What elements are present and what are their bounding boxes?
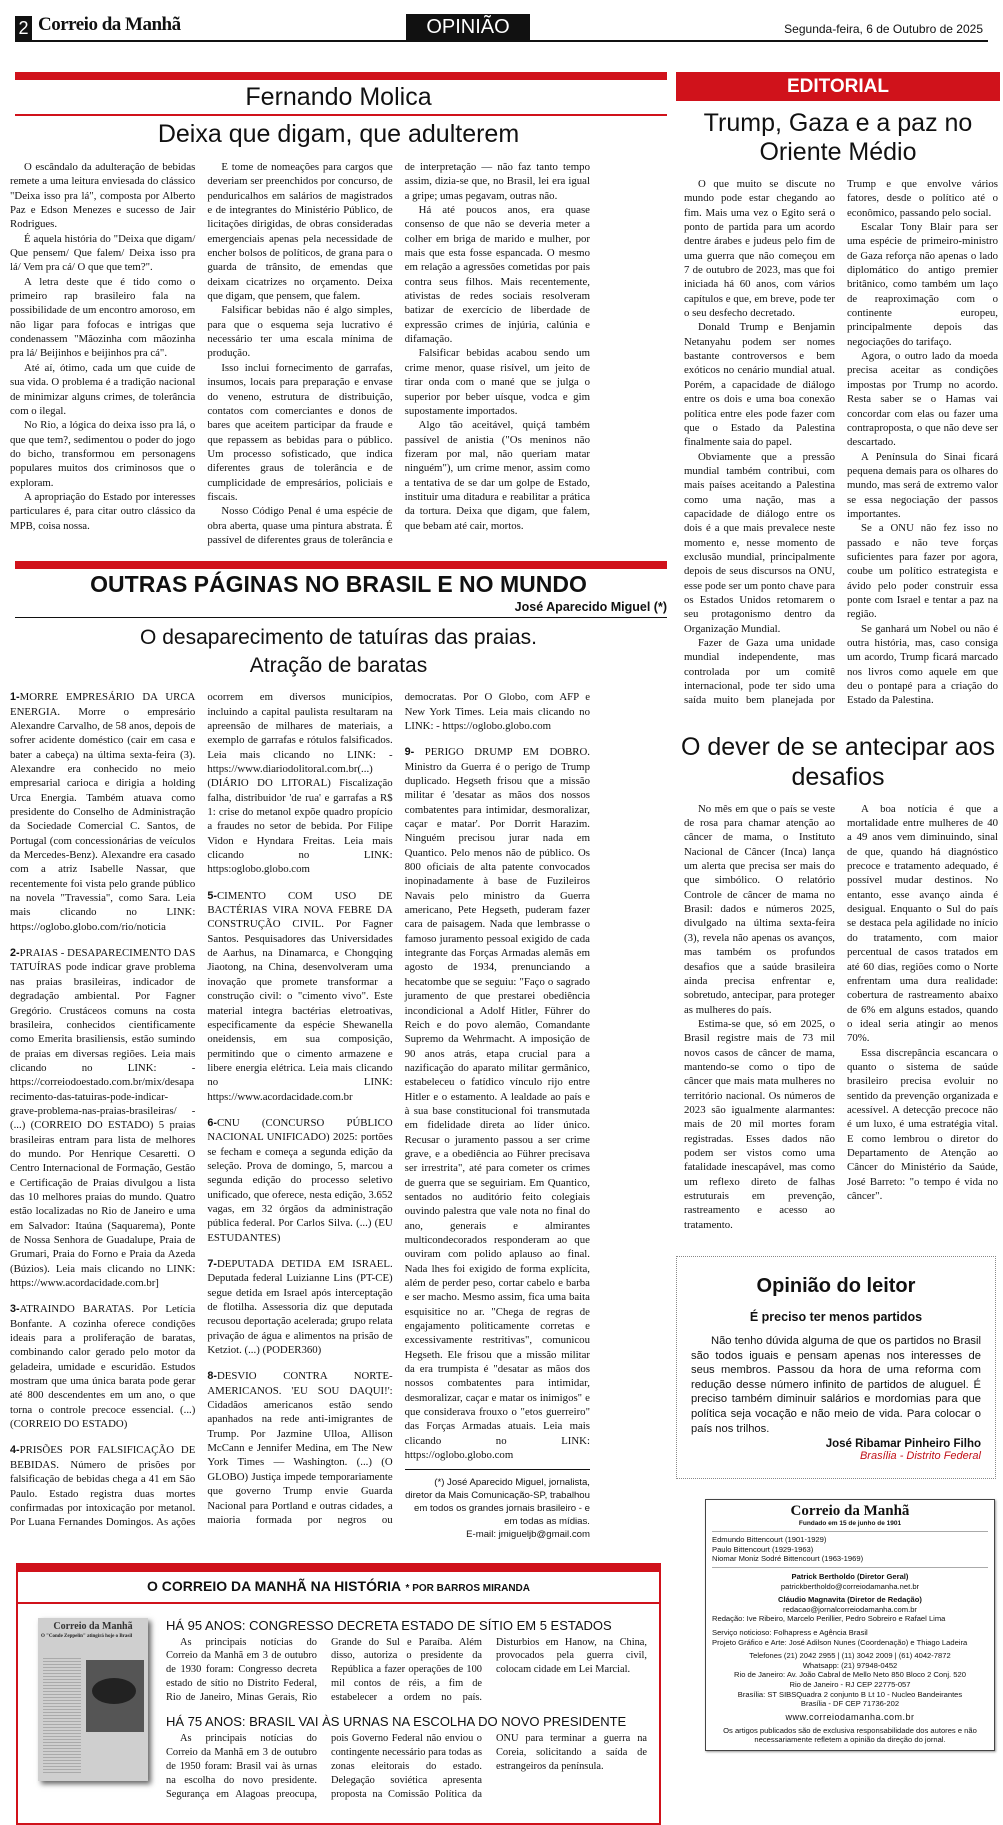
news-item xyxy=(10,946,195,1290)
column-title: Deixa que digam, que adulterem xyxy=(10,116,667,152)
item-body: Morre o empresário Alexandre Carvalho, de 58 anos, depois de sofrer acidente doméstico (cair em casa e bater a cabeça) na última sexta-feira (3). Alexandre era conhecido no meio empresarial carioca e dirigia a holding Urca Energia. Também atuava como presidente do Conselho de Administração da Sociedade Comercial C. Santos, de Portugal (com concessionárias de veículos da Mercedes-Benz). Alexandre era casado com a atriz Isabelle Nassar, que recentemente foi vista pelo grande público na novela "Travessia", como Sara. Leia mais clicando no LINK: https://oglobo.globo.com/rio/noticia xyxy=(10,706,195,933)
item-body: Deputada federal Luizianne Lins (PT-CE) segue detida em Israel após interceptação de flotilha. Assessoria diz que deputada recusou deportação acelerada; grupo relata privação de água e alimentos na prisão de Ketziot. (...) (PODER360) xyxy=(207,1272,392,1356)
column-paragraph: Nosso Código Penal é uma espécie de obra aberta, quase uma pintura abstrata. É passível de diferentes graus de tolerância e de interpretação — não faz tanto tempo assim, dizia-se que, no Brasil, lei era igual a gripe; umas pegavam, outras não. xyxy=(207,160,590,547)
item-body: portões se fecham e começa a segunda edição da seleção. Prova de domingo, 5, marcou a segunda edição do processo seletivo unificado, que oferece, nesta edição, 3.652 vagas, em 32 órgãos da administração pública federal. Por Carlos Silva. (...) (EU ESTUDANTES) xyxy=(207,1131,392,1243)
column-paragraph: Até aí, ótimo, cada um que cuide de sua vida. O problema é a tradição nacional de minimizar alguns crimes, de tolerância com o ilegal. xyxy=(10,361,195,418)
item-number: 4- xyxy=(10,1444,20,1456)
contact-line: Telefones (21) 2042 2955 | (11) 3042 2009 | (61) 4042-7872 xyxy=(712,1651,988,1661)
right-area xyxy=(676,72,1000,1751)
outras-author: José Aparecido Miguel (*) xyxy=(10,599,667,615)
reader-location: Brasília - Distrito Federal xyxy=(691,1450,981,1462)
page-number: 2 xyxy=(15,16,32,40)
header-divider xyxy=(15,40,988,42)
outras-body xyxy=(10,690,590,1540)
reader-title: Opinião do leitor xyxy=(677,1275,995,1298)
newsroom-staff: Redação: Ive Ribeiro, Marcelo Perillier, Pedro Sobreiro e Rafael Lima xyxy=(712,1614,988,1624)
editorial2-paragraph: A boa notícia é que a mortalidade entre mulheres de 40 a 49 anos vem diminuindo, sinal de que, quando há diagnóstico precoce e tratamento adequado, é possível mudar destinos. No entanto, esse avanço ainda é desigual. Enquanto o Sul do país se destaca pela agilidade no início do tratamento, com maior percentual de casos tratados em até 60 dias, regiões como o Norte enfrentam uma dura realidade: cobertura de rastreamento abaixo de 6% em alguns estados, quando o ideal seria atingir ao menos 70%. xyxy=(847,802,998,1046)
history-story-body: As principais notícias do Correio da Manhã em 3 de outubro de 1930 foram: Congresso decreta estado de sítio no Distrito Federal, Rio de Janeiro, Minas Gerais, Rio Grande do Sul e Paraíba. Além disso, autoriza o presidente da República a fazer operações de 100 mil contos de réis, a fim de estabelecer a ordem no país. Disturbios em Hanow, na China, provocados pela guerra civil, colocam cidade em Lei Marcial. xyxy=(166,1636,647,1705)
editorial-paragraph: Agora, o outro lado da moeda precisa aceitar as condições impostas por Trump no acordo. Resta saber se o Hamas vai concordar com elas ou fazer uma contraproposta, o que não deve ser descartado. xyxy=(847,349,998,449)
history-title: O CORREIO DA MANHÃ NA HISTÓRIA xyxy=(147,1578,401,1594)
reader-opinion-box xyxy=(676,1256,996,1479)
editorial-title: Trump, Gaza e a paz no Oriente Médio xyxy=(676,109,1000,167)
news-item xyxy=(405,745,590,1462)
column-paragraph: Falsificar bebidas não é algo simples, para que o esquema seja lucrativo é necessário ter uma escala mínima de produção. xyxy=(207,303,392,360)
item-body: Por Fagner Santos. Pesquisadores das Universidades de Aarhus, na Dinamarca, e Chongqing Jiaotong, na China, desenvolveram uma inovação que promete transformar a construção civil: o "cimento vivo". Este material integra bactérias eletroativas, especificamente da espécie Shewanella oneidensis, em sua composição, permitindo que o cimento armazene e libere energia elétrica. Leia mais clicando no LINK: https://www.acordacidade.com.br xyxy=(207,918,392,1102)
contact-line: Rio de Janeiro - RJ CEP 22775-057 xyxy=(712,1680,988,1690)
editorial2-paragraph: No mês em que o país se veste de rosa para chamar atenção ao câncer de mama, o Instituto Nacional de Câncer (Inca) lança um alerta que precisa ser mais do que simbólico. O relatório Controle de câncer de mama no Brasil: dados e números 2025, divulgado na última sexta-feira (3), revela não apenas os avanços, mas também os profundos desafios que a saúde brasileira ainda precisa enfrentar e, sobretudo, antecipar, para proteger as mulheres do país. xyxy=(684,802,835,1017)
item-headline: PRAIAS - DESAPARECIMENTO DAS TATUÍRAS xyxy=(10,947,195,973)
director-email[interactable]: patrickbertholdo@correiodamanha.net.br xyxy=(712,1582,988,1592)
editor: Cláudio Magnavita (Diretor de Redação) xyxy=(712,1595,988,1605)
editorial2-paragraph: Estima-se que, só em 2025, o Brasil registre mais de 73 mil novos casos de câncer de mama, mantendo-se como o tipo de câncer que mais mata mulheres no território nacional. Os números de 2023 são igualmente alarmantes: mais de 20 mil mortes foram registradas. Esses dados não podem ser vistos como uma fatalidade inescapável, mas como um reflexo direto de falhas estruturais em prevenção, rastreamento e acesso ao tratamento. xyxy=(684,1017,835,1232)
column-body xyxy=(10,160,590,547)
contact-line: Whatsapp: (21) 97948-0452 xyxy=(712,1661,988,1671)
newspaper-logo: Correio da Manhã xyxy=(38,14,181,36)
outras-top-bar xyxy=(15,561,667,569)
item-body: Ministro da Guerra é o perigo de Trump duplicado. Hegseth frisou que a missão militar é 'desatar as mãos dos nossos combatentes para intimidar, desmoralizar, caçar e matar'. Por Dorrit Harazim. Ninguém precisou jurar nada em Quantico. Pelo menos não de público. Os 800 oficiais de alta patente convocados inopinadamente à base de Fuzileiros Navais pelo ministro da Guerra americano, Pete Hegseth, puderam fazer cara de paisagem. Nada que lembrasse o famoso juramento pessoal exigido de cada integrante das Forças Armadas alemãs em agosto de 1934, prenunciando a hecatombe que se seguiu: "Faço o sagrado juramento de que prestarei obediência incondicional a Adolf Hitler, Führer do Reich e do povo alemão, Comandante Supremo da Wehrmacht. A imposição de 90 anos atrás, etapa crucial para a nazificação do aparato militar germânico, estabeleceu o fatídico vínculo rijo entre Hitler e o estamento. A lealdade ao país e à sua base constitucional foi transmutada em fidelidade direta ao líder único. Recusar o juramento passou a ser crime grave, e a obediência ao Führer precisava ser irrestrita", até para cometer os crimes de guerra que se seguiriam. Em Quantico, sentados no auditório feito colegiais ouvindo palestra que vale nota no final do ano, generais e almirantes multicondecorados responderam ao que ouviram com polido aplauso ao final. Nada lhes foi exigido de forma explícita, além de perder peso, cortar cabelo e barba e ser macho. Mesmo assim, fica uma baita esquisitice no ar. "Chega de regras de engajamento politicamente corretas e excessivamente restritivas", comunicou Hegseth. Ele frisou que a missão militar da era trumpista é "desatar as mãos dos nossos combatentes para intimidar, desmoralizar, caçar e matar os inimigos" e que considerava frouxo o "etos guerreiro" das Forças Armadas atuais. Leia mais clicando no LINK: https://oglobo.globo.com xyxy=(405,761,590,1462)
column-paragraph: E tome de nomeações para cargos que deveriam ser preenchidos por concurso, de penduricalhos em salários de magistrados e de integrantes do Ministério Público, de licitações dirigidas, de obras consideradas emergenciais apenas pela necessidade de encher bolsos de políticos, de grana para o guarda de trânsito, de emendas que deixam cicatrizes no orçamento. Deixa que digam, que pensem, que falem. xyxy=(207,160,392,303)
contact-line: Brasília - DF CEP 71736-202 xyxy=(712,1699,988,1709)
reader-author: José Ribamar Pinheiro Filho xyxy=(691,1438,981,1450)
disclaimer: Os artigos publicados são de exclusiva responsabilidade dos autores e não necessariamente refletem a opinião da direção do jornal. xyxy=(712,1726,988,1745)
item-body: Número de prisões por falsificação de bebidas chega a 41 em São Paulo. Estado registra duas mortes confirmadas por intoxicação por metanol. Por Luana Fernandes Domingos. As ações ocorrem em diversos municípios, incluindo a capital paulista resultaram na apreensão de milhares de materiais, a exemplo de garrafas e rótulos falsificados. Leia mais clicando no LINK: - https://www.diariodolitoral.com.br(...) (DIÁRIO DO LITORAL) Fiscalização falha, distribuidor 'de rua' e garrafas a R$ 1: crise do metanol expõe quadro propício a fraudes no setor de bebida. Por Filipe Vidon e Hyndara Freitas. Leia mais clicando no LINK: https:oglobo.globo.com xyxy=(10,691,393,1528)
historic-front-page-image xyxy=(38,1618,148,1781)
editorial-paragraph: Donald Trump e Benjamin Netanyahu podem ser nomes bastante controversos e bem exóticos no cenário mundial atual. Porém, a capacidade de diálogo entre os dois e uma boa conexão política entre eles pode fazer com que o Estado da Palestina finalmente saia do papel. xyxy=(684,320,835,449)
history-byline: * POR BARROS MIRANDA xyxy=(406,1583,530,1594)
history-box xyxy=(16,1563,661,1825)
item-number: 7- xyxy=(207,1258,217,1270)
editorial2-title: O dever de se antecipar aos desafios xyxy=(676,732,1000,792)
item-headline: MORRE EMPRESÁRIO DA URCA ENERGIA. xyxy=(10,691,195,717)
history-story xyxy=(166,1618,647,1705)
history-story-title: HÁ 75 ANOS: BRASIL VAI ÀS URNAS NA ESCOLHA DO NOVO PRESIDENTE xyxy=(166,1714,647,1730)
contact-line: Brasília: ST SIBSQuadra 2 conjunto B Lt 10 - Nucleo Bandeirantes xyxy=(712,1690,988,1700)
contact-line: Rio de Janeiro: Av. João Cabral de Mello Neto 850 Bloco 2 Conj. 520 xyxy=(712,1670,988,1680)
history-story-title: HÁ 95 ANOS: CONGRESSO DECRETA ESTADO DE SÍTIO EM 5 ESTADOS xyxy=(166,1618,647,1634)
author-footnote xyxy=(405,1469,590,1541)
column-paragraph: Falsificar bebidas acabou sendo um crime menor, quase risível, um jeito de tirar onda com o mané que se julga o superior por beber uísque, vodca e gim supostamente importados. xyxy=(405,346,590,418)
design-credits: Projeto Gráfico e Arte: José Adilson Nunes (Coordenação) e Thiago Ladeira xyxy=(712,1638,988,1648)
column-paragraph: O escândalo da adulteração de bebidas remete a uma leitura enviesada do clássico "Deixa isso pra lá", composta por Alberto Paz e Edson Menezes e sucesso de Jair Rodrigues. xyxy=(10,160,195,232)
item-body: Cidadãos americanos estão sendo apanhados na rede anti-imigrantes de Trump. Por Jazmine Ulloa, Allison McCann e Jennifer Medina, em The New York Times — Washington. (...) (O GLOBO) Justiça impede temporariamente que governo Trump envie Guarda Nacional para Portland e outras cidades, a maioria formada por negros ou democratas. Por O Globo, com AFP e New York Times. Leia mais clicando no LINK: - https://oglobo.globo.com xyxy=(207,691,590,1526)
founder: Niomar Moniz Sodré Bittencourt (1963-1969) xyxy=(712,1554,988,1564)
outras-subtitle: O desaparecimento de tatuíras das praias. Atração de baratas xyxy=(139,624,539,680)
editorial2-body xyxy=(684,802,998,1232)
news-services: Serviço noticioso: Folhapress e Agência Brasil xyxy=(712,1628,988,1638)
item-number: 8- xyxy=(207,1370,217,1382)
editorial-paragraph: Se a ONU não fez isso no passado e não teve forças suficientes para fazer por agora, coube um político estrategista e ávido pelo poder construir essa ponte com Israel e tentar a paz na região. xyxy=(847,521,998,621)
editorial-body xyxy=(684,177,998,708)
editorial-paragraph: Escalar Tony Blair para ser uma espécie de primeiro-ministro de Gaza reforça não apenas o lado diplomático do antigo premier britânico, como também um laço de reaproximação com o continente europeu, principalmente depois das negociações do tarifaço. xyxy=(847,220,998,349)
news-item xyxy=(207,1116,392,1245)
editorial-paragraph: A Península do Sinai ficará pequena demais para os olhares do mundo, mas será de extremo valor se essa negociação der passos importantes. xyxy=(847,450,998,522)
item-number: 3- xyxy=(10,1303,20,1315)
item-body: Por Letícia Bonfante. A cozinha oferece condições ideais para a proliferação de baratas, combinando calor gerado pelo motor da geladeira, umidade e escuridão. Estudos mostram que uma única barata pode gerar até 800 descendentes em um ano, o que torna o controle precoce essencial. (...) (CORREIO DO ESTADO) xyxy=(10,1303,195,1430)
item-headline: PRISÕES POR FALSIFICAÇÃO DE BEBIDAS. xyxy=(10,1444,195,1470)
news-item xyxy=(10,1302,195,1431)
website-link[interactable]: www.correiodamanha.com.br xyxy=(712,1711,988,1723)
masthead-logo: Correio da Manhã xyxy=(712,1503,988,1519)
founded-date: Fundado em 15 de junho de 1901 xyxy=(712,1519,988,1532)
item-number: 2- xyxy=(10,947,20,959)
editorial-label: EDITORIAL xyxy=(676,72,1000,101)
item-headline: CNU (CONCURSO PÚBLICO NACIONAL UNIFICADO) 2025: xyxy=(207,1117,392,1143)
editorial-paragraph: Se ganhará um Nobel ou não é outra história, mas, caso consiga um acordo, Trump ficará marcado nos livros como aquele em que deu o pontapé para a criação do Estado da Palestina. xyxy=(847,622,998,708)
item-headline: DESVIO CONTRA NORTE-AMERICANOS. 'EU SOU DAQUI!': xyxy=(207,1370,392,1396)
clipping-masthead: Correio da Manhã xyxy=(38,1618,148,1632)
history-story xyxy=(166,1714,647,1801)
item-number: 6- xyxy=(207,1117,217,1129)
item-headline: ATRAINDO BARATAS. xyxy=(20,1303,134,1315)
editorial-paragraph: Fazer de Gaza uma unidade mundial independente, mas controlada por um comitê internacional, pode ter sido uma saída muito bem planejada por Trump e que envolve vários fatores, desde o político até o econômico, passando pelo social. xyxy=(684,177,998,708)
editorial2-paragraph: Essa discrepância escancara o quanto o sistema de saúde brasileiro precisa evoluir no sentido da prevenção organizada e acessível. A detecção precoce não é um luxo, é uma estratégia vital. E como lembrou o diretor do Departamento de Atenção ao Câncer do Ministério da Saúde, José Barreto: "o tempo é vida no câncer". xyxy=(847,1046,998,1204)
item-headline: DEPUTADA DETIDA EM ISRAEL. xyxy=(217,1258,393,1270)
item-number: 1- xyxy=(10,691,20,703)
news-item xyxy=(207,1257,392,1357)
issue-date: Segunda-feira, 6 de Outubro de 2025 xyxy=(784,22,983,36)
item-number: 5- xyxy=(207,890,217,902)
footnote-text: (*) José Aparecido Miguel, jornalista, diretor da Mais Comunicação-SP, trabalhou em todos os grandes jornais brasileiro - e em todas as mídias. xyxy=(405,1477,590,1527)
column-paragraph: Isso inclui fornecimento de garrafas, insumos, locais para preparação e envase do veneno, estrutura de distribuição, contatos com comerciantes e donos de bares que aceitem participar da fraude e que repassem as bebidas para o público. Um processo sofisticado, que indica diferentes graus de tolerância e de cumplicidade de empresários, policiais e fiscais. xyxy=(207,361,392,504)
reader-letter: Não tenho dúvida alguma de que os partidos no Brasil são todos iguais e pensam apenas nos interesses de seus membros. Passou da hora de uma reforma com redução desse número infinito de partidos de aluguel. É preciso também diminuir salários e mordomias para que política seja vocação e não meio de vida. Para colocar o país nos trilhos. xyxy=(691,1334,981,1436)
zeppelin-photo xyxy=(86,1660,144,1732)
item-number: 9- xyxy=(405,746,415,758)
section-label: OPINIÃO xyxy=(406,14,530,40)
column-paragraph: A apropriação do Estado por interesses particulares é, para citar outro clássico da MPB, coisa nossa. xyxy=(10,490,195,533)
clipping-headline: O "Conde Zeppelin" atingirá hoje o Brasil xyxy=(38,1632,148,1641)
author-email[interactable]: E-mail: jmigueljb@gmail.com xyxy=(466,1529,590,1540)
column-paragraph: A letra deste que é tido como o primeiro rap brasileiro fala na possibilidade de um encontro amoroso, em não ligar para fofocas e intrigas que condenassem "Mãozinha com mãozinha pra lá/ Beijinhos e beijinhos pra cá". xyxy=(10,275,195,361)
outras-title: OUTRAS PÁGINAS NO BRASIL E NO MUNDO xyxy=(10,569,667,599)
left-area xyxy=(10,72,667,1825)
column-paragraph: É aquela história do "Deixa que digam/ Que pensem/ Que falem/ Deixa isso pra lá/ Vem pra cá/ O que que tem?". xyxy=(10,232,195,275)
news-item xyxy=(207,889,392,1104)
column-paragraph: Há até poucos anos, era quase consenso de que não se deveria meter a colher em briga de marido e mulher, por mais que esta fosse espancada. O mesmo em relação a agressões cometidas por pais contra seus filhos. Mais recentemente, ativistas de redes sociais resolveram batizar de exercício de liberdade de expressão crimes de injúria, calúnia e difamação. xyxy=(405,203,590,346)
editorial-paragraph: Obviamente que a pressão mundial também contribui, com mais países aceitando a Palestina como uma nação, mas a capacidade de diálogo entre os dois é a que mais prevalece neste momento e, nesse momento de exclusão mundial, principalmente depois de seus discursos na ONU, esse pode ser um ponto chave para os Estados Unidos retomarem o seu protagonismo dentro da Organização Mundial. xyxy=(684,450,835,636)
director: Patrick Bertholdo (Diretor Geral) xyxy=(712,1572,988,1582)
item-headline: PERIGO DRUMP EM DOBRO. xyxy=(414,746,590,758)
news-item xyxy=(10,690,195,934)
founder: Edmundo Bittencourt (1901-1929) xyxy=(712,1535,988,1545)
editor-email[interactable]: redacao@jornalcorreiodamanha.com.br xyxy=(712,1605,988,1615)
founder: Paulo Bittencourt (1929-1963) xyxy=(712,1545,988,1555)
column-top-bar xyxy=(15,72,667,80)
reader-subtitle: É preciso ter menos partidos xyxy=(677,1310,995,1324)
editorial-paragraph: O que muito se discute no mundo pode estar chegando ao fim. Mais uma vez o Egito será o ponto de partida para um acordo dentre árabes e judeus pelo fim de uma guerra que não começou em 7 de outubro de 2023, mas que foi iniciada há 60 anos, com vários capítulos e que, em breve, pode ter o seu desfecho decretado. xyxy=(684,177,835,320)
item-headline: CIMENTO COM USO DE BACTÉRIAS VIRA NOVA FEBRE DA CONSTRUÇÃO CIVIL. xyxy=(207,890,392,931)
column-paragraph: No Rio, a lógica do deixa isso pra lá, o que que tem?, sedimentou o poder do jogo do bicho, transformou em personagens populares muitos dos criminosos que o exploram. xyxy=(10,418,195,490)
masthead-box xyxy=(705,1499,995,1751)
history-story-body: As principais notícias do Correio da Manhã em 3 de outubro de 1950 foram: Brasil vai às urnas na escolha do novo presidente. Segurança em Alagoas preocupa, pois Governo Federal não enviou o contingente necessário para todas as zonas eleitorais do estado. Delegação soviética apresenta proposta na Comissão Política da ONU para terminar a guerra na Coreia, solicitando a saída de estrangeiros da península. xyxy=(166,1732,647,1801)
column-author: Fernando Molica xyxy=(10,80,667,114)
outras-divider xyxy=(15,617,667,618)
item-body: pode indicar grave problema nas praias brasileiras, indicador de degradação ambiental. Por Fagner Gregório. Crustáceos comuns na costa brasileira, conhecidos cientificamente como Emerita brasiliensis, estão sumindo de praias em diversas regiões. Leia mais clicando no LINK: - https://correiodoestado.com.br/mix/desaparecimento-das-tatuiras-pode-indicar-grave-problema-nas-praias-brasileiras/ - (...) (CORREIO DO ESTADO) 5 praias brasileiras entram para lista de melhores do mundo. Por Henrique Cesaretti. O Centro Internacional de Formação, Gestão e Certificação de Praias divulgou a lista das 10 melhores praias do mundo. Quatro estão localizadas no Rio de Janeiro e uma em Salvador: Itaúna (Saquarema), Ponte de Nossa Senhora de Guadalupe, Praia de Grumari, Praia do Forno e Praia da Azeda (Búzios). Leia mais clicando no LINK: https://www.acordacidade.com.br] xyxy=(10,961,195,1289)
column-paragraph: Algo tão aceitável, quiçá também passível de anistia ("Os meninos não fizeram por mal, não queriam matar ninguém"), um crime menor, assim como a tentativa de se dar um golpe de Estado, instituir uma ditadura e reabilitar a prática da tortura. Deixa que digam, que falem, que bebam até cair, mortos. xyxy=(405,418,590,533)
